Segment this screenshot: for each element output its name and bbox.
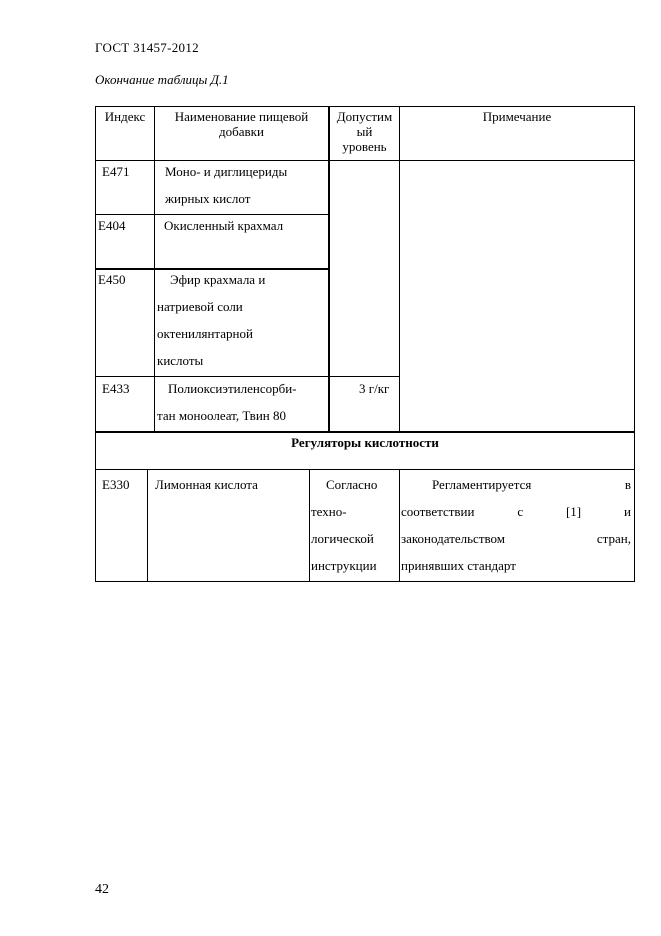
table-cell-index: E450 xyxy=(98,272,126,287)
table-cell-name: Лимонная кислота xyxy=(155,477,258,492)
table-cell-index: E330 xyxy=(102,477,130,492)
table-caption: Окончание таблицы Д.1 xyxy=(95,72,229,87)
section-title: Регуляторы кислотности xyxy=(291,435,439,450)
note-word: стран, xyxy=(596,531,631,546)
table-border-left xyxy=(95,106,96,582)
table-cell-name: жирных кислот xyxy=(165,191,251,206)
table-border-bottom xyxy=(95,581,635,582)
table-rule xyxy=(95,469,635,470)
table-cell-index: E471 xyxy=(102,164,130,179)
table-cell-name: кислоты xyxy=(157,353,204,368)
table-cell-note-line xyxy=(401,525,631,552)
col-header-name-cont: добавки xyxy=(219,124,264,139)
note-word: законодательством xyxy=(401,531,506,546)
table-cell-name: Полиоксиэтиленсорби- xyxy=(168,381,297,396)
table-border-right xyxy=(634,106,635,582)
table-rule xyxy=(95,431,635,433)
col-rule xyxy=(399,106,400,432)
table-cell-note-line: принявших стандарт xyxy=(401,558,516,573)
table-cell-index: E433 xyxy=(102,381,130,396)
document-header: ГОСТ 31457-2012 xyxy=(95,40,199,55)
table-cell-index: E404 xyxy=(98,218,126,233)
col-header-name: Наименование пищевой xyxy=(174,109,309,124)
note-word: с xyxy=(517,504,524,519)
note-word: [1] xyxy=(565,504,582,519)
table-cell-name: Окисленный крахмал xyxy=(164,218,284,233)
note-word: и xyxy=(624,504,631,519)
col-rule xyxy=(328,106,330,432)
table-cell-name: натриевой соли xyxy=(157,299,243,314)
table-cell-level: Согласно xyxy=(326,477,378,492)
col-rule xyxy=(399,469,400,582)
table-cell-level: техно- xyxy=(311,504,347,519)
note-word: Регламентируется xyxy=(432,477,532,492)
col-header-note: Примечание xyxy=(482,109,552,124)
table-cell-level: логической xyxy=(311,531,374,546)
col-header-index: Индекс xyxy=(104,109,146,124)
table-border-top xyxy=(95,106,635,107)
col-rule xyxy=(309,469,310,582)
table-cell-name: октенилянтарной xyxy=(157,326,253,341)
col-header-level-cont: ый xyxy=(356,124,373,139)
col-rule xyxy=(147,469,148,582)
col-rule xyxy=(154,106,155,432)
table-cell-name: Эфир крахмала и xyxy=(170,272,266,287)
table-cell-name: тан моноолеат, Твин 80 xyxy=(157,408,286,423)
table-cell-note-line xyxy=(401,498,631,525)
note-word: соответствии xyxy=(401,504,475,519)
table-cell-level: инструкции xyxy=(311,558,377,573)
col-header-level: Допустим xyxy=(336,109,393,124)
table-cell-level: 3 г/кг xyxy=(359,381,390,396)
table-cell-note-line xyxy=(432,471,631,498)
page-number: 42 xyxy=(95,882,109,897)
col-header-level-cont: уровень xyxy=(342,139,387,154)
table-cell-name: Моно- и диглицериды xyxy=(165,164,288,179)
note-word: в xyxy=(624,477,631,492)
